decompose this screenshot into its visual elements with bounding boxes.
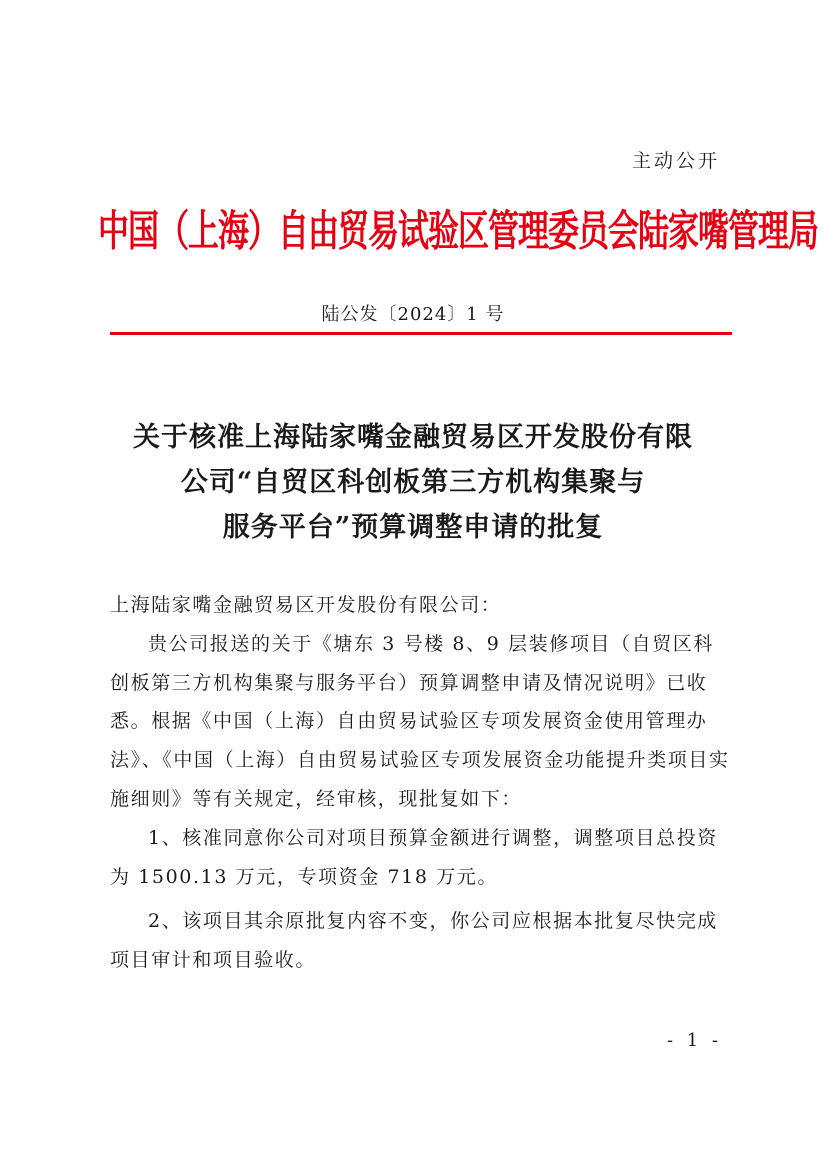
document-body [110, 586, 730, 980]
issuer-masthead: 中国（上海）自由贸易试验区管理委员会陆家嘴管理局 [98, 207, 818, 257]
body-paragraph: 贵公司报送的关于《塘东 3 号楼 8、9 层装修项目（自贸区科创板第三方机构集聚与服务平台）预算调整申请及情况说明》已收悉。根据《中国（上海）自由贸易试验区专项发展资金使用管理办法》、《中国（上海）自由贸易试验区专项发展资金功能提升类项目实施细则》等有关规定，经审核，现批复如下： [110, 632, 730, 810]
masthead-divider [110, 332, 732, 335]
disclosure-level: 主动公开 [631, 150, 720, 172]
document-title [0, 415, 826, 550]
title-line-1: 关于核准上海陆家嘴金融贸易区开发股份有限 [133, 422, 693, 453]
approval-item-2: 2、该项目其余原批复内容不变，你公司应根据本批复尽快完成项目审计和项目验收。 [110, 910, 718, 972]
addressee: 上海陆家嘴金融贸易区开发股份有限公司： [110, 594, 502, 616]
document-number: 陆公发〔2024〕1 号 [321, 304, 505, 325]
title-line-3: 服务平台”预算调整申请的批复 [222, 512, 604, 543]
page-number: - 1 - [666, 1030, 722, 1051]
approval-item-1: 1、核准同意你公司对项目预算金额进行调整，调整项目总投资为 1500.13 万元，专项资金 718 万元。 [110, 826, 718, 888]
title-line-2: 公司“自贸区科创板第三方机构集聚与 [180, 467, 646, 498]
